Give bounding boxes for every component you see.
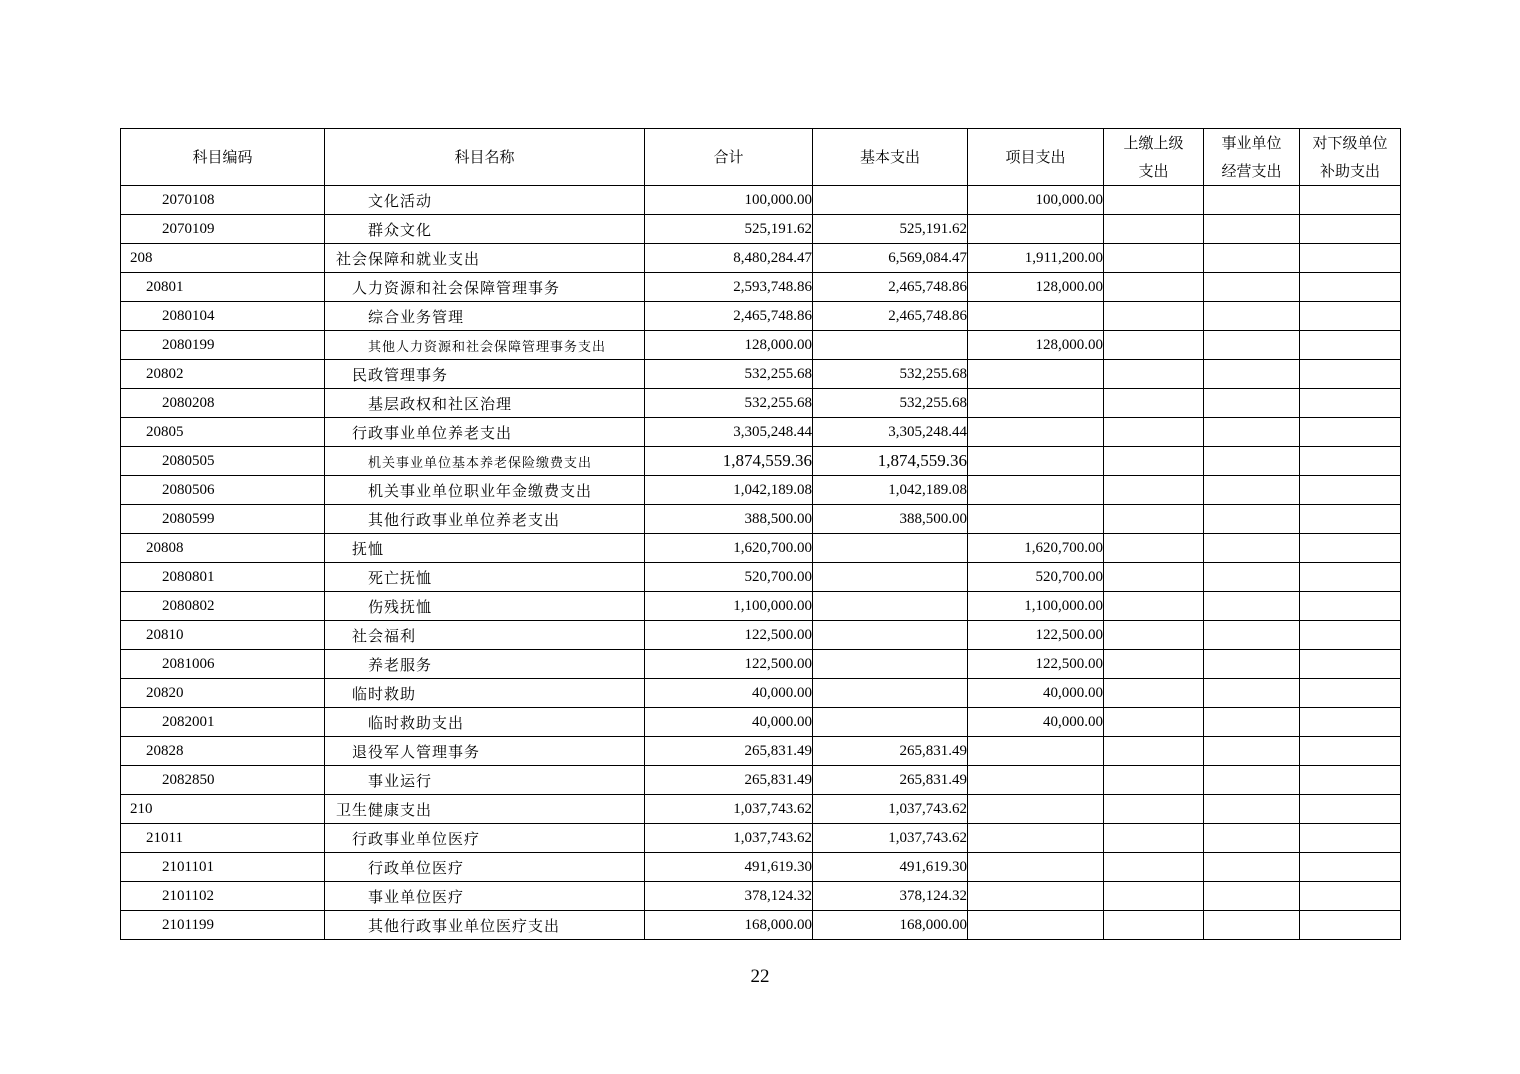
cell-subsidy — [1300, 476, 1401, 505]
table-row — [121, 215, 1401, 244]
cell-code: 20820 — [121, 679, 325, 708]
cell-upper — [1104, 621, 1204, 650]
cell-subsidy — [1300, 853, 1401, 882]
cell-project: 1,100,000.00 — [968, 592, 1104, 621]
cell-code: 2080199 — [121, 331, 325, 360]
cell-project — [968, 882, 1104, 911]
cell-name: 社会保障和就业支出 — [325, 244, 645, 273]
cell-project — [968, 302, 1104, 331]
cell-subsidy — [1300, 679, 1401, 708]
cell-total: 491,619.30 — [645, 853, 813, 882]
cell-basic: 388,500.00 — [813, 505, 968, 534]
cell-upper — [1104, 592, 1204, 621]
header-upper-line1: 上缴上级 — [1123, 134, 1184, 152]
cell-business — [1204, 592, 1300, 621]
cell-code: 2070108 — [121, 186, 325, 215]
cell-total: 2,465,748.86 — [645, 302, 813, 331]
cell-name: 死亡抚恤 — [325, 563, 645, 592]
cell-subsidy — [1300, 418, 1401, 447]
cell-name: 退役军人管理事务 — [325, 737, 645, 766]
cell-name: 伤残抚恤 — [325, 592, 645, 621]
cell-project: 122,500.00 — [968, 621, 1104, 650]
cell-business — [1204, 215, 1300, 244]
cell-code: 2081006 — [121, 650, 325, 679]
cell-code: 2080104 — [121, 302, 325, 331]
cell-basic: 1,042,189.08 — [813, 476, 968, 505]
cell-code: 21011 — [121, 824, 325, 853]
cell-total: 2,593,748.86 — [645, 273, 813, 302]
header-business-line2: 经营支出 — [1221, 162, 1282, 180]
cell-total: 265,831.49 — [645, 766, 813, 795]
header-project: 项目支出 — [968, 129, 1104, 186]
cell-upper — [1104, 505, 1204, 534]
cell-basic: 1,037,743.62 — [813, 795, 968, 824]
budget-expenditure-table — [120, 128, 1401, 940]
cell-basic — [813, 186, 968, 215]
header-name: 科目名称 — [325, 129, 645, 186]
cell-business — [1204, 563, 1300, 592]
cell-basic — [813, 679, 968, 708]
cell-business — [1204, 534, 1300, 563]
cell-upper — [1104, 882, 1204, 911]
header-subsidy — [1300, 129, 1401, 186]
cell-name: 养老服务 — [325, 650, 645, 679]
cell-project — [968, 795, 1104, 824]
table-row — [121, 911, 1401, 940]
cell-upper — [1104, 418, 1204, 447]
cell-subsidy — [1300, 505, 1401, 534]
cell-subsidy — [1300, 273, 1401, 302]
cell-code: 2080801 — [121, 563, 325, 592]
cell-name: 事业单位医疗 — [325, 882, 645, 911]
cell-name: 群众文化 — [325, 215, 645, 244]
cell-basic: 378,124.32 — [813, 882, 968, 911]
cell-basic: 532,255.68 — [813, 360, 968, 389]
cell-name: 机关事业单位基本养老保险缴费支出 — [325, 447, 645, 476]
table-row — [121, 679, 1401, 708]
cell-name: 民政管理事务 — [325, 360, 645, 389]
cell-subsidy — [1300, 911, 1401, 940]
page-number: 22 — [750, 966, 770, 987]
cell-name: 机关事业单位职业年金缴费支出 — [325, 476, 645, 505]
table-row — [121, 505, 1401, 534]
cell-name: 社会福利 — [325, 621, 645, 650]
cell-business — [1204, 621, 1300, 650]
cell-business — [1204, 650, 1300, 679]
cell-basic — [813, 621, 968, 650]
cell-subsidy — [1300, 592, 1401, 621]
table-row — [121, 795, 1401, 824]
table-row — [121, 708, 1401, 737]
cell-name: 基层政权和社区治理 — [325, 389, 645, 418]
cell-subsidy — [1300, 766, 1401, 795]
cell-subsidy — [1300, 389, 1401, 418]
cell-business — [1204, 766, 1300, 795]
cell-project — [968, 824, 1104, 853]
cell-business — [1204, 476, 1300, 505]
cell-name: 综合业务管理 — [325, 302, 645, 331]
cell-upper — [1104, 389, 1204, 418]
cell-basic: 532,255.68 — [813, 389, 968, 418]
cell-upper — [1104, 360, 1204, 389]
cell-business — [1204, 331, 1300, 360]
cell-upper — [1104, 853, 1204, 882]
cell-code: 20805 — [121, 418, 325, 447]
cell-code: 2080599 — [121, 505, 325, 534]
cell-name: 抚恤 — [325, 534, 645, 563]
cell-name: 其他行政事业单位养老支出 — [325, 505, 645, 534]
cell-total: 40,000.00 — [645, 679, 813, 708]
cell-upper — [1104, 795, 1204, 824]
cell-basic: 2,465,748.86 — [813, 273, 968, 302]
cell-name: 其他人力资源和社会保障管理事务支出 — [325, 331, 645, 360]
cell-basic: 265,831.49 — [813, 737, 968, 766]
cell-upper — [1104, 911, 1204, 940]
cell-business — [1204, 911, 1300, 940]
cell-code: 2070109 — [121, 215, 325, 244]
cell-code: 208 — [121, 244, 325, 273]
cell-upper — [1104, 563, 1204, 592]
table-row — [121, 534, 1401, 563]
cell-total: 265,831.49 — [645, 737, 813, 766]
cell-total: 1,037,743.62 — [645, 795, 813, 824]
cell-basic: 525,191.62 — [813, 215, 968, 244]
cell-subsidy — [1300, 824, 1401, 853]
cell-subsidy — [1300, 331, 1401, 360]
cell-code: 210 — [121, 795, 325, 824]
header-subsidy-line1: 对下级单位 — [1312, 134, 1388, 152]
cell-basic: 2,465,748.86 — [813, 302, 968, 331]
cell-total: 378,124.32 — [645, 882, 813, 911]
cell-business — [1204, 447, 1300, 476]
cell-total: 128,000.00 — [645, 331, 813, 360]
cell-business — [1204, 737, 1300, 766]
cell-business — [1204, 882, 1300, 911]
cell-business — [1204, 389, 1300, 418]
header-business — [1204, 129, 1300, 186]
cell-project — [968, 505, 1104, 534]
table-row — [121, 592, 1401, 621]
cell-upper — [1104, 215, 1204, 244]
cell-total: 122,500.00 — [645, 621, 813, 650]
header-total: 合计 — [645, 129, 813, 186]
cell-name: 行政事业单位养老支出 — [325, 418, 645, 447]
cell-basic — [813, 534, 968, 563]
cell-code: 2082001 — [121, 708, 325, 737]
cell-code: 20828 — [121, 737, 325, 766]
cell-business — [1204, 853, 1300, 882]
cell-project: 40,000.00 — [968, 708, 1104, 737]
cell-project: 40,000.00 — [968, 679, 1104, 708]
cell-subsidy — [1300, 621, 1401, 650]
cell-business — [1204, 186, 1300, 215]
table-row — [121, 447, 1401, 476]
cell-subsidy — [1300, 447, 1401, 476]
header-upper-line2: 支出 — [1138, 162, 1169, 180]
cell-name: 其他行政事业单位医疗支出 — [325, 911, 645, 940]
cell-total: 100,000.00 — [645, 186, 813, 215]
cell-code: 2082850 — [121, 766, 325, 795]
cell-project — [968, 853, 1104, 882]
cell-business — [1204, 824, 1300, 853]
cell-upper — [1104, 766, 1204, 795]
cell-upper — [1104, 737, 1204, 766]
cell-business — [1204, 360, 1300, 389]
cell-project — [968, 476, 1104, 505]
cell-upper — [1104, 534, 1204, 563]
header-subsidy-line2: 补助支出 — [1319, 162, 1380, 180]
cell-basic: 1,037,743.62 — [813, 824, 968, 853]
cell-code: 2080802 — [121, 592, 325, 621]
cell-basic: 3,305,248.44 — [813, 418, 968, 447]
cell-business — [1204, 418, 1300, 447]
cell-basic: 265,831.49 — [813, 766, 968, 795]
cell-basic: 1,874,559.36 — [813, 447, 968, 476]
cell-project — [968, 911, 1104, 940]
cell-subsidy — [1300, 563, 1401, 592]
cell-code: 2080506 — [121, 476, 325, 505]
cell-upper — [1104, 186, 1204, 215]
cell-total: 3,305,248.44 — [645, 418, 813, 447]
table-row — [121, 331, 1401, 360]
table-row — [121, 882, 1401, 911]
cell-basic — [813, 650, 968, 679]
cell-name: 临时救助支出 — [325, 708, 645, 737]
cell-business — [1204, 302, 1300, 331]
cell-upper — [1104, 331, 1204, 360]
cell-code: 2101101 — [121, 853, 325, 882]
cell-name: 文化活动 — [325, 186, 645, 215]
cell-code: 2080208 — [121, 389, 325, 418]
header-basic: 基本支出 — [813, 129, 968, 186]
table-row — [121, 737, 1401, 766]
cell-name: 临时救助 — [325, 679, 645, 708]
cell-project — [968, 447, 1104, 476]
table-row — [121, 302, 1401, 331]
cell-upper — [1104, 302, 1204, 331]
table-row — [121, 476, 1401, 505]
cell-total: 1,100,000.00 — [645, 592, 813, 621]
cell-code: 2080505 — [121, 447, 325, 476]
cell-basic: 168,000.00 — [813, 911, 968, 940]
table-row — [121, 389, 1401, 418]
cell-name: 行政事业单位医疗 — [325, 824, 645, 853]
cell-project — [968, 737, 1104, 766]
table-row — [121, 650, 1401, 679]
cell-subsidy — [1300, 186, 1401, 215]
header-upper — [1104, 129, 1204, 186]
cell-subsidy — [1300, 737, 1401, 766]
cell-total: 40,000.00 — [645, 708, 813, 737]
cell-subsidy — [1300, 650, 1401, 679]
cell-subsidy — [1300, 302, 1401, 331]
cell-code: 20802 — [121, 360, 325, 389]
cell-name: 卫生健康支出 — [325, 795, 645, 824]
cell-basic: 491,619.30 — [813, 853, 968, 882]
cell-project: 520,700.00 — [968, 563, 1104, 592]
cell-upper — [1104, 476, 1204, 505]
cell-total: 520,700.00 — [645, 563, 813, 592]
table-header-row — [121, 129, 1401, 186]
table-row — [121, 244, 1401, 273]
cell-subsidy — [1300, 882, 1401, 911]
cell-upper — [1104, 708, 1204, 737]
cell-subsidy — [1300, 534, 1401, 563]
cell-code: 20810 — [121, 621, 325, 650]
cell-total: 525,191.62 — [645, 215, 813, 244]
cell-upper — [1104, 447, 1204, 476]
cell-subsidy — [1300, 708, 1401, 737]
cell-name: 人力资源和社会保障管理事务 — [325, 273, 645, 302]
table-body — [121, 186, 1401, 940]
table-row — [121, 766, 1401, 795]
cell-upper — [1104, 650, 1204, 679]
cell-basic — [813, 592, 968, 621]
cell-project: 100,000.00 — [968, 186, 1104, 215]
cell-subsidy — [1300, 360, 1401, 389]
cell-business — [1204, 679, 1300, 708]
table-row — [121, 360, 1401, 389]
cell-business — [1204, 273, 1300, 302]
cell-subsidy — [1300, 244, 1401, 273]
cell-project: 1,911,200.00 — [968, 244, 1104, 273]
cell-total: 388,500.00 — [645, 505, 813, 534]
table-row — [121, 418, 1401, 447]
cell-subsidy — [1300, 215, 1401, 244]
cell-project: 1,620,700.00 — [968, 534, 1104, 563]
cell-code: 2101199 — [121, 911, 325, 940]
table-row — [121, 621, 1401, 650]
cell-basic — [813, 563, 968, 592]
cell-total: 1,874,559.36 — [645, 447, 813, 476]
cell-project — [968, 215, 1104, 244]
header-business-line1: 事业单位 — [1221, 134, 1282, 152]
cell-code: 2101102 — [121, 882, 325, 911]
cell-business — [1204, 505, 1300, 534]
cell-total: 1,042,189.08 — [645, 476, 813, 505]
cell-basic — [813, 331, 968, 360]
table-row — [121, 853, 1401, 882]
cell-total: 532,255.68 — [645, 389, 813, 418]
cell-project — [968, 766, 1104, 795]
header-code: 科目编码 — [121, 129, 325, 186]
cell-upper — [1104, 273, 1204, 302]
cell-basic: 6,569,084.47 — [813, 244, 968, 273]
cell-business — [1204, 795, 1300, 824]
table-row — [121, 186, 1401, 215]
cell-upper — [1104, 679, 1204, 708]
table-row — [121, 273, 1401, 302]
cell-business — [1204, 708, 1300, 737]
cell-upper — [1104, 824, 1204, 853]
cell-code: 20801 — [121, 273, 325, 302]
cell-total: 168,000.00 — [645, 911, 813, 940]
cell-code: 20808 — [121, 534, 325, 563]
cell-name: 事业运行 — [325, 766, 645, 795]
cell-total: 532,255.68 — [645, 360, 813, 389]
cell-total: 8,480,284.47 — [645, 244, 813, 273]
table-row — [121, 563, 1401, 592]
cell-project: 128,000.00 — [968, 273, 1104, 302]
cell-project: 128,000.00 — [968, 331, 1104, 360]
cell-project — [968, 418, 1104, 447]
cell-basic — [813, 708, 968, 737]
cell-project — [968, 360, 1104, 389]
cell-business — [1204, 244, 1300, 273]
cell-total: 1,037,743.62 — [645, 824, 813, 853]
cell-total: 122,500.00 — [645, 650, 813, 679]
cell-name: 行政单位医疗 — [325, 853, 645, 882]
cell-project: 122,500.00 — [968, 650, 1104, 679]
cell-upper — [1104, 244, 1204, 273]
table-row — [121, 824, 1401, 853]
cell-subsidy — [1300, 795, 1401, 824]
cell-project — [968, 389, 1104, 418]
cell-total: 1,620,700.00 — [645, 534, 813, 563]
